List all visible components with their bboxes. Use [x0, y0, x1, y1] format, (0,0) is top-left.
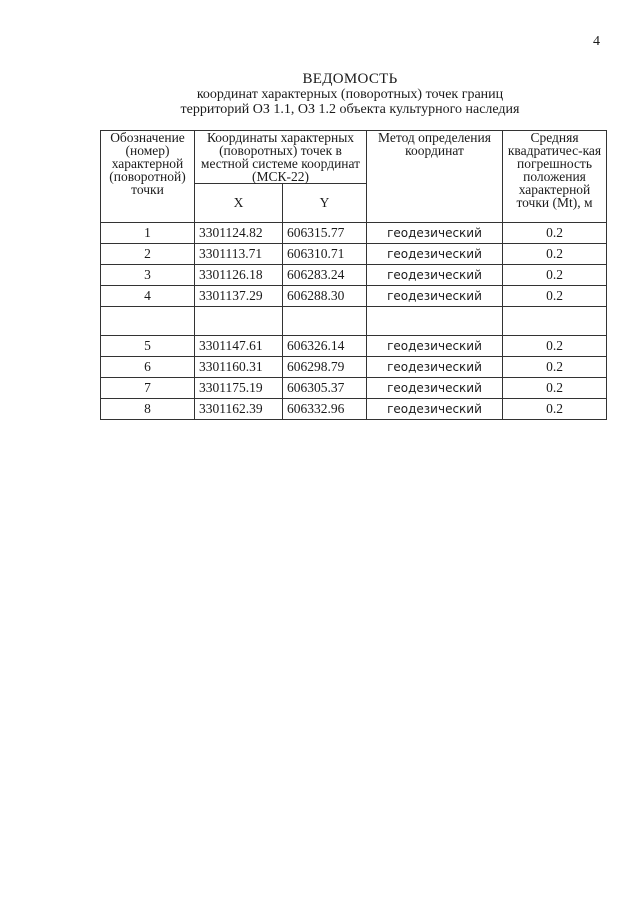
table-row	[101, 399, 607, 420]
table-row	[101, 265, 607, 286]
header-point-id: Обозначение (номер) характерной (поворотной) точки	[101, 131, 195, 223]
header-error: Средняя квадратичес-кая погрешность положения характерной точки (Mt), м	[503, 131, 607, 223]
cell-y: 606310.71	[283, 244, 367, 265]
cell-point-number: 5	[101, 336, 195, 357]
cell-point-number: 4	[101, 286, 195, 307]
cell-x: 3301160.31	[195, 357, 283, 378]
cell-method: геодезический	[367, 336, 503, 357]
cell-y: 606305.37	[283, 378, 367, 399]
title-line-1: координат характерных (поворотных) точек границ	[196, 87, 504, 102]
cell-error: 0.2	[503, 244, 607, 265]
cell-x: 3301124.82	[195, 223, 283, 244]
empty-cell	[367, 307, 503, 336]
header-coordinates: Координаты характерных (поворотных) точек в местной системе координат (МСК-22)	[195, 131, 367, 184]
cell-x: 3301175.19	[195, 378, 283, 399]
cell-error: 0.2	[503, 336, 607, 357]
cell-x: 3301113.71	[195, 244, 283, 265]
cell-method: геодезический	[367, 244, 503, 265]
cell-point-number: 7	[101, 378, 195, 399]
cell-method: геодезический	[367, 286, 503, 307]
table-row	[101, 244, 607, 265]
cell-error: 0.2	[503, 286, 607, 307]
empty-cell	[503, 307, 607, 336]
cell-y: 606332.96	[283, 399, 367, 420]
cell-y: 606283.24	[283, 265, 367, 286]
cell-y: 606298.79	[283, 357, 367, 378]
cell-method: геодезический	[367, 399, 503, 420]
cell-point-number: 1	[101, 223, 195, 244]
document-title	[60, 72, 640, 117]
cell-error: 0.2	[503, 223, 607, 244]
header-x: X	[195, 184, 283, 223]
cell-method: геодезический	[367, 357, 503, 378]
cell-y: 606315.77	[283, 223, 367, 244]
cell-method: геодезический	[367, 265, 503, 286]
title-line-2: территорий ОЗ 1.1, ОЗ 1.2 объекта культурного наследия	[180, 102, 520, 117]
cell-method: геодезический	[367, 223, 503, 244]
page-number: 4	[593, 34, 600, 49]
cell-x: 3301137.29	[195, 286, 283, 307]
cell-point-number: 3	[101, 265, 195, 286]
cell-x: 3301162.39	[195, 399, 283, 420]
cell-method: геодезический	[367, 378, 503, 399]
header-y: Y	[283, 184, 367, 223]
table-row	[101, 357, 607, 378]
empty-cell	[101, 307, 195, 336]
table-row	[101, 223, 607, 244]
empty-cell	[195, 307, 283, 336]
cell-x: 3301126.18	[195, 265, 283, 286]
cell-error: 0.2	[503, 378, 607, 399]
table-row	[101, 286, 607, 307]
cell-point-number: 8	[101, 399, 195, 420]
cell-point-number: 2	[101, 244, 195, 265]
coordinates-table	[100, 130, 607, 420]
cell-error: 0.2	[503, 399, 607, 420]
cell-error: 0.2	[503, 357, 607, 378]
header-method: Метод определения координат	[367, 131, 503, 223]
cell-error: 0.2	[503, 265, 607, 286]
table-separator-row	[101, 307, 607, 336]
cell-y: 606288.30	[283, 286, 367, 307]
empty-cell	[283, 307, 367, 336]
cell-point-number: 6	[101, 357, 195, 378]
cell-x: 3301147.61	[195, 336, 283, 357]
cell-y: 606326.14	[283, 336, 367, 357]
table-row	[101, 336, 607, 357]
title-main: ВЕДОМОСТЬ	[302, 71, 398, 87]
table-row	[101, 378, 607, 399]
table-header-row	[101, 131, 607, 184]
